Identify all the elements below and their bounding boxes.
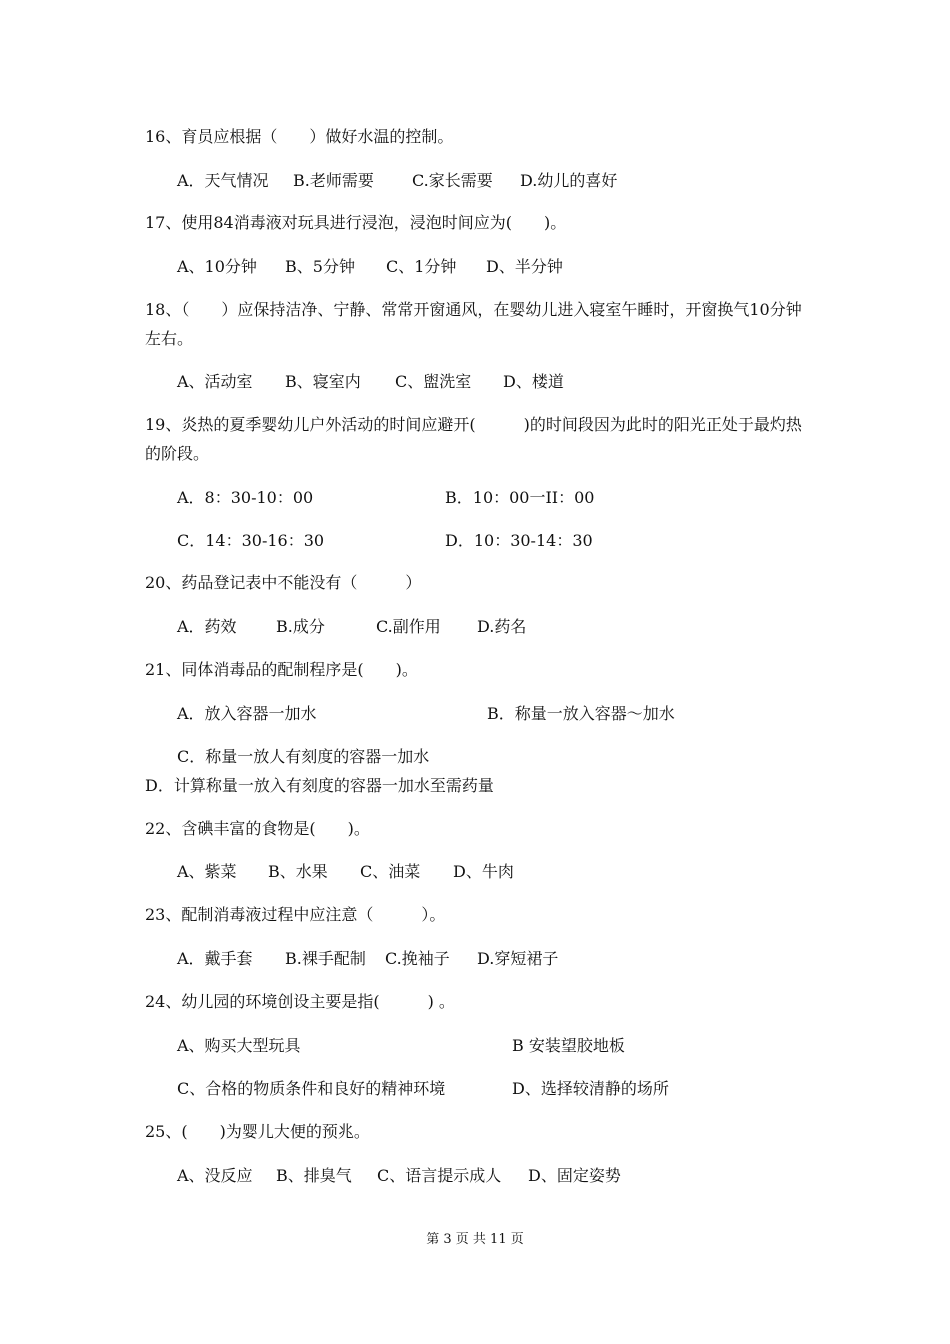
question-18-stem: 18、（ ）应保持洁净、宁静、常常开窗通风，在婴幼儿进入寝室午睡时，开窗换气10分钟左右。: [145, 300, 802, 348]
option-a: A．戴手套: [177, 949, 253, 968]
option-b: B.成分: [276, 617, 325, 636]
option-b: B、排臭气: [276, 1166, 352, 1185]
option-a: A．天气情况: [177, 171, 269, 190]
question-20-stem: 20、药品登记表中不能没有（ ）: [145, 573, 422, 592]
option-b: B．10：00一II：00: [445, 488, 595, 507]
option-b: B 安装望胶地板: [512, 1036, 625, 1055]
option-d: D、选择较清静的场所: [512, 1079, 669, 1098]
question-24-stem: 24、幼儿园的环境创设主要是指( ) 。: [145, 992, 455, 1011]
option-b: B.裸手配制: [285, 949, 366, 968]
option-c: C、合格的物质条件和良好的精神环境: [177, 1079, 446, 1098]
option-d: D．计算称量一放入有刻度的容器一加水至需药量: [145, 776, 494, 795]
option-c: C、盥洗室: [395, 372, 472, 391]
option-c: C、语言提示成人: [377, 1166, 502, 1185]
option-a: A．药效: [177, 617, 237, 636]
question-21-options-row-2: [145, 742, 810, 800]
option-d: D、固定姿势: [528, 1166, 621, 1185]
option-b: B、寝室内: [285, 372, 361, 391]
question-19-stem: 19、炎热的夏季婴幼儿户外活动的时间应避开( )的时间段因为此时的阳光正处于最灼热的阶段。: [145, 415, 802, 463]
option-d: D.穿短裙子: [477, 949, 559, 968]
option-a: A、没反应: [177, 1166, 253, 1185]
option-d: D.幼儿的喜好: [520, 171, 618, 190]
question-23-stem: 23、配制消毒液过程中应注意（ ）。: [145, 905, 446, 924]
option-c: C．14：30-16：30: [177, 531, 325, 550]
question-17-stem: 17、使用84消毒液对玩具进行浸泡，浸泡时间应为( )。: [145, 213, 567, 232]
option-a: A．放入容器一加水: [177, 704, 317, 723]
page-number-footer: 第 3 页 共 11 页: [426, 1232, 524, 1247]
option-c: C.挽袖子: [385, 949, 450, 968]
option-c: C．称量一放人有刻度的容器一加水: [177, 747, 430, 766]
option-b: B.老师需要: [293, 171, 374, 190]
option-a: A、10分钟: [177, 257, 257, 276]
option-c: C.家长需要: [412, 171, 493, 190]
option-c: C、1分钟: [386, 257, 457, 276]
question-25-stem: 25、( )为婴儿大便的预兆。: [145, 1122, 370, 1141]
question-16-stem: 16、育员应根据（ ）做好水温的控制。: [145, 127, 454, 146]
option-d: D、楼道: [503, 372, 564, 391]
option-d: D．10：30-14：30: [445, 531, 593, 550]
option-a: A、活动室: [177, 372, 253, 391]
option-b: B、水果: [268, 862, 328, 881]
option-d: D、牛肉: [453, 862, 514, 881]
option-a: A．8：30-10：00: [177, 488, 314, 507]
question-22-stem: 22、含碘丰富的食物是( )。: [145, 819, 370, 838]
option-b: B、5分钟: [285, 257, 355, 276]
option-b: B．称量一放入容器～加水: [487, 704, 675, 723]
option-c: C、油菜: [360, 862, 421, 881]
option-d: D、半分钟: [486, 257, 563, 276]
option-c: C.副作用: [376, 617, 441, 636]
question-21-stem: 21、同体消毒品的配制程序是( )。: [145, 660, 418, 679]
option-d: D.药名: [477, 617, 527, 636]
option-a: A、紫菜: [177, 862, 237, 881]
option-a: A、购买大型玩具: [177, 1036, 301, 1055]
